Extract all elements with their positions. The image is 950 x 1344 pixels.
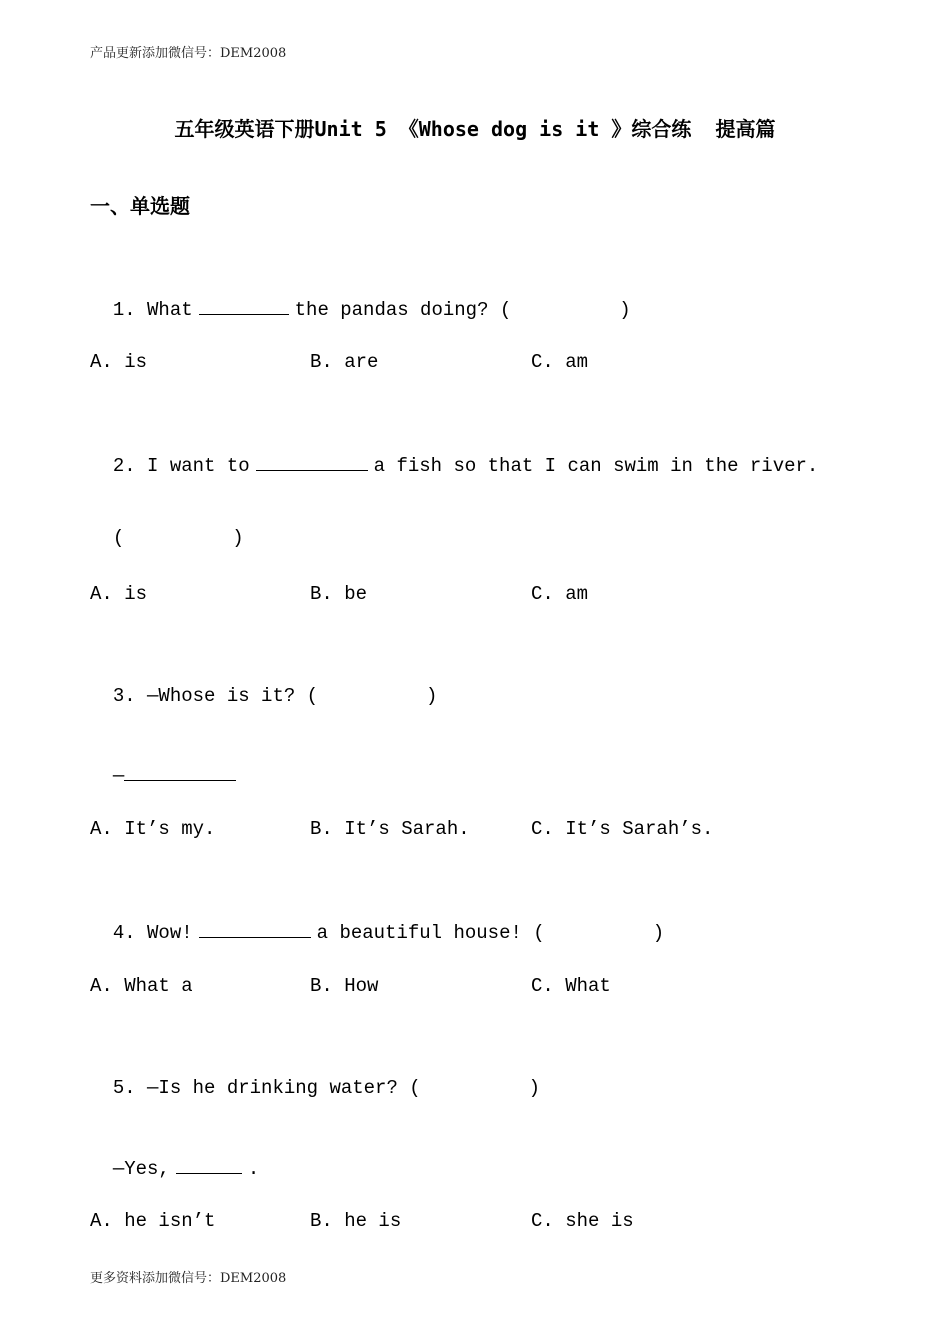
question-4-paren-close: ) bbox=[652, 922, 665, 944]
question-1-option-a: A. is bbox=[90, 351, 148, 373]
question-4-option-b: B. How bbox=[310, 975, 379, 997]
question-1-option-c: C. am bbox=[531, 351, 589, 373]
question-1-option-b: B. are bbox=[310, 351, 379, 373]
question-5-answer-pre: —Yes, bbox=[112, 1158, 170, 1180]
question-2-blank bbox=[256, 452, 368, 471]
question-3-paren-close: ) bbox=[426, 685, 438, 707]
question-2-pre: 2. I want to bbox=[112, 455, 250, 477]
question-4-stem bbox=[90, 895, 664, 945]
question-3-answer-line bbox=[90, 738, 242, 788]
question-3-option-a: A. It’s my. bbox=[90, 818, 216, 840]
document-title: 五年级英语下册Unit 5 《Whose dog is it 》综合练 提高篇 bbox=[174, 117, 776, 141]
question-5-stem bbox=[90, 1052, 540, 1100]
question-5-option-c: C. she is bbox=[531, 1210, 634, 1232]
question-3-stem bbox=[90, 660, 437, 708]
header-note: 产品更新添加微信号：DEM2008 bbox=[90, 46, 287, 61]
question-2-parens bbox=[90, 502, 244, 550]
question-4-post: a beautiful house! ( bbox=[316, 922, 545, 944]
question-1-post: the pandas doing? ( bbox=[294, 299, 512, 321]
question-4-option-c: C. What bbox=[531, 975, 611, 997]
question-5-answer-post: . bbox=[247, 1158, 260, 1180]
question-5-paren-close: ) bbox=[528, 1077, 541, 1099]
question-1-blank bbox=[199, 296, 289, 315]
question-1-paren-close: ) bbox=[619, 299, 631, 321]
question-5-blank bbox=[176, 1155, 242, 1174]
question-3-dash: — bbox=[112, 765, 125, 787]
question-5-option-b: B. he is bbox=[310, 1210, 402, 1232]
question-2-option-a: A. is bbox=[90, 583, 148, 605]
question-5-option-a: A. he isn’t bbox=[90, 1210, 216, 1232]
question-1-pre: 1. What bbox=[112, 299, 193, 321]
question-2-post: a fish so that I can swim in the river. bbox=[373, 455, 819, 477]
question-2-paren-close: ) bbox=[232, 527, 244, 549]
question-5-answer-line bbox=[90, 1131, 259, 1181]
question-3-blank bbox=[124, 762, 236, 781]
question-4-pre: 4. Wow! bbox=[112, 922, 193, 944]
question-3-option-b: B. It’s Sarah. bbox=[310, 818, 470, 840]
question-4-blank bbox=[199, 919, 311, 938]
question-4-option-a: A. What a bbox=[90, 975, 193, 997]
question-5-text: 5. —Is he drinking water? ( bbox=[112, 1077, 421, 1099]
question-2-stem bbox=[90, 428, 818, 478]
section-heading: 一、单选题 bbox=[90, 194, 190, 218]
question-3-option-c: C. It’s Sarah’s. bbox=[531, 818, 714, 840]
question-2-option-b: B. be bbox=[310, 583, 368, 605]
question-2-option-c: C. am bbox=[531, 583, 589, 605]
question-3-text: 3. —Whose is it? ( bbox=[112, 685, 319, 707]
footer-note: 更多资料添加微信号：DEM2008 bbox=[90, 1271, 287, 1286]
question-1-stem bbox=[90, 272, 631, 322]
question-2-paren-open: ( bbox=[112, 527, 125, 549]
